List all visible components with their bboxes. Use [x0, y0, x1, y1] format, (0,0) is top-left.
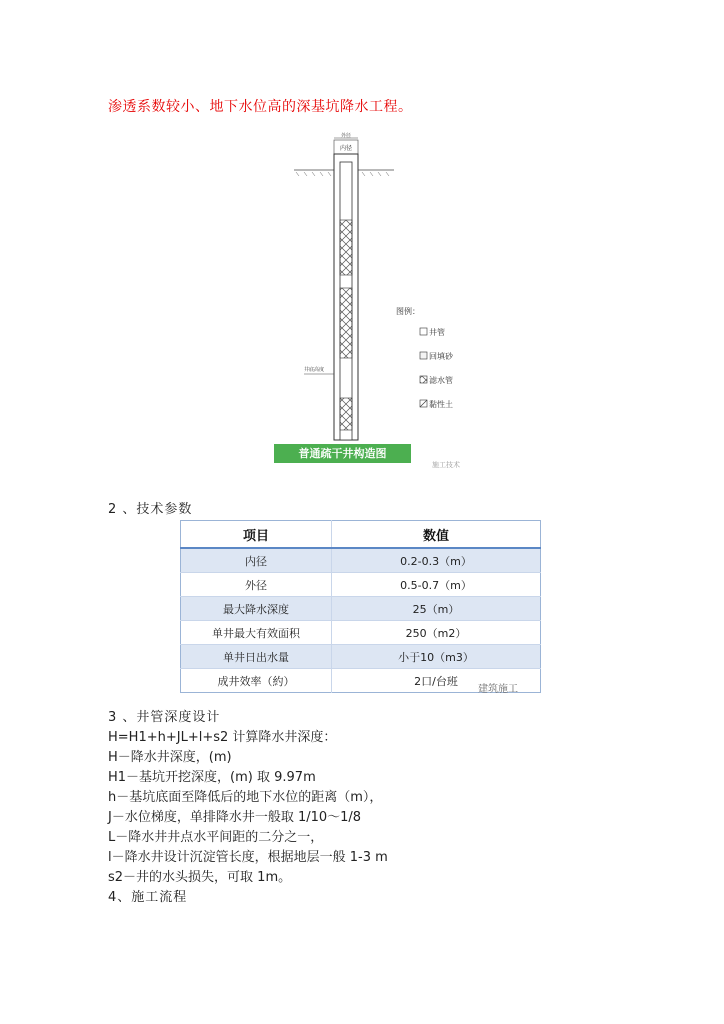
well-diagram [270, 128, 520, 478]
table-cell: 25（m） [332, 597, 541, 621]
definition-line: h－基坑底面至降低后的地下水位的距离（m）， [108, 790, 383, 805]
table-cell: 250（m2） [332, 621, 541, 645]
table-header-item: 项目 [181, 521, 332, 549]
legend-swatch-sand [420, 352, 427, 359]
table-cell: 小于10（m3） [332, 645, 541, 669]
legend-swatch-pipe [420, 328, 427, 335]
table-row [181, 621, 541, 645]
inner-diameter-label: 内径 [339, 145, 353, 152]
diagram-caption: 普通疏干井构造图 [274, 444, 411, 463]
page-heading: 渗透系数较小、地下水位高的深基坑降水工程。 [108, 99, 413, 115]
definition-line: H1－基坑开挖深度，(m) 取 9.97m [108, 770, 316, 785]
table-watermark: 建筑施工 [478, 684, 518, 695]
table-header-value: 数值 [332, 521, 541, 549]
legend-title: 图例： [396, 307, 420, 316]
legend-label-clay: 黏性土 [429, 400, 453, 409]
table-cell: 2口/台班 [332, 669, 541, 693]
table-cell: 单井日出水量 [181, 645, 332, 669]
table-cell: 0.5-0.7（m） [332, 573, 541, 597]
definition-line: s2－井的水头损失，可取 1m。 [108, 870, 292, 885]
table-cell: 外径 [181, 573, 332, 597]
table-row [181, 573, 541, 597]
table-row [181, 645, 541, 669]
definition-line: J－水位梯度，单排降水井一般取 1/10～1/8 [108, 810, 362, 825]
definition-line: H－降水井深度，(m) [108, 750, 232, 765]
table-cell: 0.2-0.3（m） [332, 548, 541, 573]
screen-pipe-1 [340, 220, 352, 275]
table-row [181, 548, 541, 573]
section-4-title: 4、施工流程 [108, 890, 188, 905]
outer-diameter-label: 外径 [340, 133, 352, 139]
formula-line: H=H1+h+JL+l+s2 计算降水井深度： [108, 730, 337, 745]
legend-label-screen: 滤水管 [429, 376, 453, 385]
table-cell: 成井效率（約） [181, 669, 332, 693]
table-cell: 内径 [181, 548, 332, 573]
diagram-watermark: 施工技术 [432, 461, 460, 469]
table-row [181, 597, 541, 621]
table-cell: 单井最大有效面积 [181, 621, 332, 645]
section-3-title: 3 、井管深度设计 [108, 710, 221, 725]
table-header-row [181, 521, 541, 549]
well-bottom-label: 井底高度 [304, 367, 325, 373]
parameter-table [180, 520, 541, 693]
legend-swatch-screen [420, 376, 427, 383]
definition-line: L－降水井井点水平间距的二分之一， [108, 830, 324, 845]
screen-pipe-2 [340, 288, 352, 358]
legend-label-sand: 回填砂 [429, 352, 453, 361]
section-2-title: 2 、技术参数 [108, 502, 193, 517]
legend-label-pipe: 井管 [429, 328, 445, 337]
table-cell: 最大降水深度 [181, 597, 332, 621]
screen-pipe-3 [340, 398, 352, 430]
definition-line: l－降水井设计沉淀管长度，根据地层一般 1-3 m [108, 850, 388, 865]
